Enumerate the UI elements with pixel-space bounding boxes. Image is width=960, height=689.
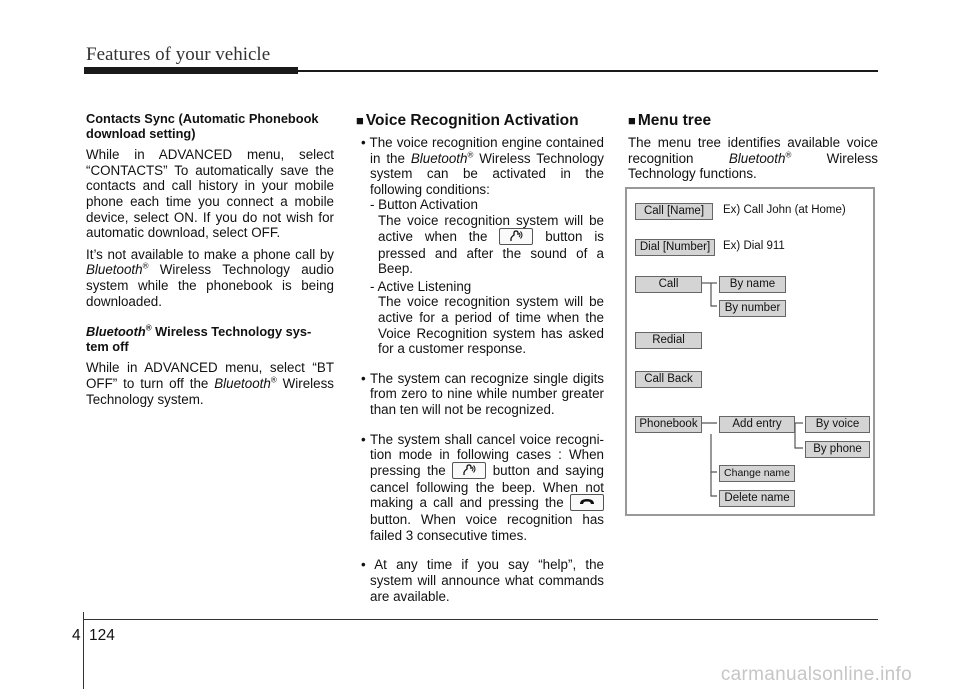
call-name-example: Ex) Call John (at Home) — [723, 204, 846, 216]
phonebook-command: Phonebook — [635, 416, 702, 433]
button-activation-text: The voice recognition system will be active when the button is pressed and after the sound of a Beep. — [378, 212, 604, 277]
menu-tree-intro: The menu tree identifies available voice recognition Bluetooth® Wireless Technology functions. — [628, 135, 878, 182]
header-rule-thick — [84, 67, 298, 74]
add-entry-option: Add entry — [719, 416, 795, 433]
by-name-option: By name — [719, 276, 786, 293]
dial-number-command: Dial [Number] — [635, 239, 715, 256]
button-activation-label: - Button Activation — [370, 197, 478, 213]
column-contacts — [86, 112, 334, 413]
phonebook-download-note: It’s not available to make a phone call by Bluetooth® Wireless Technology audio system while the phonebook is being downloaded. — [86, 246, 334, 309]
voice-bullet-digits: • The system can recognize single digits from zero to nine while number greater than ten will not be recognized. — [361, 370, 605, 417]
delete-name-option: Delete name — [719, 490, 795, 507]
page-number: 124 — [89, 627, 115, 644]
talk-button-icon — [452, 462, 486, 479]
voice-bullet-cancel: • The system shall cancel voice recogni-tion mode in following cases : When pressing the button and saying cancel following the beep. When not making a call and pressing the button. When voice recognition has failed 3 consecutive times. — [361, 431, 605, 543]
end-call-button-icon — [570, 494, 604, 511]
column-menu-tree — [628, 112, 878, 188]
contacts-sync-heading: Contacts Sync (Automatic Phonebook download setting) — [86, 111, 319, 141]
section-number: 4 — [72, 627, 81, 644]
contacts-sync-paragraph: While in ADVANCED menu, select “CONTACTS” To automatically save the contacts and call history in your mobile phone each time you connect a mobile device, select ON. If you do not wish for automatic download, select OFF. — [86, 147, 334, 241]
voice-bullet-activation: • The voice recognition engine contained in the Bluetooth® Wireless Technology system can be activated in the following conditions: — [361, 135, 605, 197]
header-rule-thin — [298, 70, 878, 72]
redial-command: Redial — [635, 332, 702, 349]
by-voice-option: By voice — [805, 416, 870, 433]
watermark: carmanualsonline.info — [720, 664, 912, 685]
call-back-command: Call Back — [635, 371, 702, 388]
bt-off-heading: Bluetooth® Wireless Technology sys-tem off — [86, 323, 312, 354]
by-phone-option: By phone — [805, 441, 870, 458]
voice-bullet-help: • At any time if you say “help”, the system will announce what commands are available. — [361, 557, 605, 604]
active-listening-label: - Active Listening — [370, 278, 472, 294]
footer-divider — [83, 612, 84, 689]
footer-rule — [84, 619, 878, 620]
column-voice-recognition — [356, 112, 604, 604]
call-command: Call — [635, 276, 702, 293]
dial-number-example: Ex) Dial 911 — [723, 240, 785, 252]
change-name-option: Change name — [719, 465, 795, 482]
by-number-option: By number — [719, 300, 786, 317]
call-name-command: Call [Name] — [635, 203, 713, 220]
page-header-title: Features of your vehicle — [86, 44, 271, 65]
talk-button-icon — [499, 228, 533, 245]
menu-tree-diagram — [625, 187, 875, 516]
bt-off-paragraph: While in ADVANCED menu, select “BT OFF” to turn off the Bluetooth® Wireless Technology system. — [86, 360, 334, 407]
voice-recognition-heading: ■ Voice Recognition Activation — [356, 112, 579, 129]
menu-tree-heading: ■ Menu tree — [628, 112, 712, 129]
active-listening-text: The voice recognition system will be active for a period of time when the Voice Recognition system has asked for a customer response. — [378, 294, 604, 357]
